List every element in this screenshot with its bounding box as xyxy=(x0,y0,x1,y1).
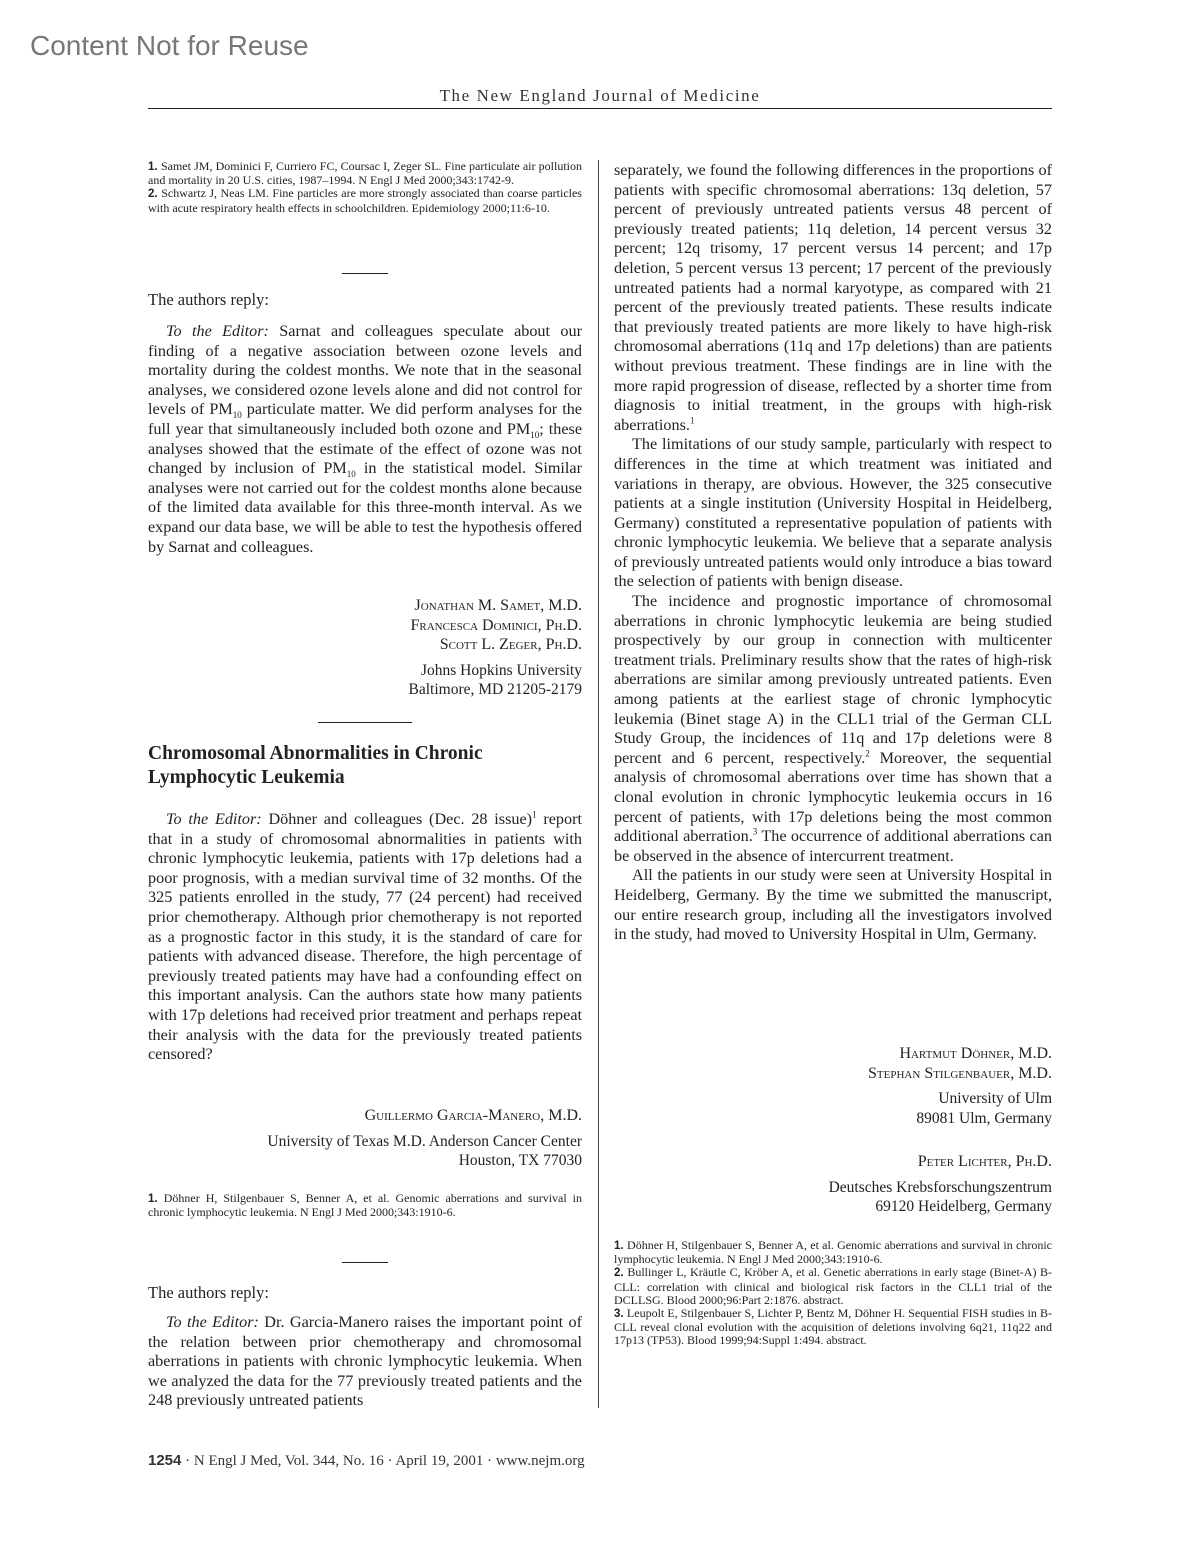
reference-text: Leupolt E, Stilgenbauer S, Lichter P, Bentz M, Döhner H. Sequential FISH studies in B-CLL reveal clonal evolution with the acquisition of deletions involving 6q21, 11q22 and 17p13 (TP53). Blood 1999;94:Suppl 1:494. abstract. xyxy=(614,1306,1052,1348)
affiliation: 89081 Ulm, Germany xyxy=(916,1109,1052,1127)
author-name: Jonathan M. Samet, M.D. xyxy=(414,597,582,614)
separator: · xyxy=(483,1453,496,1469)
reference-number: 1. xyxy=(148,1193,164,1205)
journal-title: The New England Journal of Medicine xyxy=(439,86,761,105)
article-title-line: Lymphocytic Leukemia xyxy=(148,767,345,788)
reference-item xyxy=(148,1192,582,1219)
reply-heading: The authors reply: xyxy=(148,1283,269,1302)
affiliation-line xyxy=(614,1109,1052,1129)
affiliation-line xyxy=(148,1151,582,1171)
reference-text: Schwartz J, Neas LM. Fine particles are more strongly associated than coarse particles with acute respiratory health effects in schoolchildren. Epidemiology 2000;11:6-10. xyxy=(148,186,582,215)
author-name-line xyxy=(614,1152,1052,1172)
affiliation-line xyxy=(148,661,582,681)
text-run: separately, we found the following differences in the proportions of patients with specific chromosomal aberrations: 13q deletion, 57 percent of previously untreated patients versus 48 percent of previously treated patients; 11q deletion, 14 percent versus 32 percent; 12q trisomy, 17 percent versus 14 percent; and 17p deletion, 5 percent versus 13 percent; 17 percent of the previously untreated patients had a normal karyotype, as compared with 21 percent of the previously treated patients. These results indicate that previously treated patients are more likely to have high-risk chromosomal aberrations (11q and 17p deletions) than are patients without previous treatment. These findings are in line with the more rapid progression of disease, reflected by a shorter time from diagnosis to initial treatment, in the groups with high-risk aberrations. xyxy=(614,161,1052,434)
text-run: particulate matter. We did perform analyses for the full year that simultaneously included both ozone and PM xyxy=(148,400,582,438)
author-name-line xyxy=(614,1064,1052,1084)
page-number: 1254 xyxy=(148,1452,182,1469)
author-name-line xyxy=(148,1106,582,1126)
reference-text: Döhner H, Stilgenbauer S, Benner A, et al. Genomic aberrations and survival in chronic lymphocytic leukemia. N Engl J Med 2000;343:1910-6. xyxy=(614,1238,1052,1267)
article-title xyxy=(148,742,582,790)
text-run: ; these analyses showed that the estimate of the effect of ozone was not changed by inclusion of PM xyxy=(148,419,583,478)
author-name: Scott L. Zeger, Ph.D. xyxy=(439,636,582,653)
affiliation: Johns Hopkins University xyxy=(420,661,582,679)
page-footer xyxy=(148,1452,585,1470)
separator: · xyxy=(383,1453,396,1469)
text-run: Moreover, the sequential analysis of chromosomal aberrations over time has shown that a clonal evolution in chronic lymphocytic leukemia occurs in 16 percent of patients, with 17p deletions being the most common additional aberration. xyxy=(614,748,1052,846)
reference-text: Bullinger L, Kräutle C, Kröber A, et al. Genetic aberrations in early stage (Binet-A) B-CLL: correlation with clinical and biological risk factors in the CLL1 trial of the DCLLSG. Blood 2000;96:Part 2:1876. abstract. xyxy=(614,1265,1052,1307)
reply-heading: The authors reply: xyxy=(148,290,269,309)
affiliation-line xyxy=(614,1089,1052,1109)
reference-item xyxy=(148,187,582,214)
reference-item xyxy=(614,1239,1052,1266)
author-name-line xyxy=(148,616,582,636)
author-name: Stephan Stilgenbauer, M.D. xyxy=(868,1064,1052,1082)
letter-paragraph xyxy=(148,810,582,1065)
reference-number: 2. xyxy=(148,188,162,201)
script-text: 10 xyxy=(346,469,356,480)
separator xyxy=(342,273,388,274)
author-name: Peter Lichter, Ph.D. xyxy=(917,1153,1052,1170)
refs-top xyxy=(148,160,582,215)
affiliation-line xyxy=(148,1132,582,1152)
column-divider xyxy=(598,160,599,1408)
reference-item xyxy=(614,1307,1052,1348)
refs-mid xyxy=(148,1192,582,1219)
text-run: in the statistical model. Similar analyses were not carried out for the coldest months alone because of the limited data available for this three-month interval. As we expand our data base, we will be able to test the hypothesis offered by Sarnat and colleagues. xyxy=(148,459,582,556)
separator xyxy=(318,722,412,723)
author-name-line xyxy=(148,635,582,655)
salutation: To the Editor: xyxy=(166,322,269,340)
script-text: 10 xyxy=(530,430,540,441)
affiliation: 69120 Heidelberg, Germany xyxy=(875,1198,1052,1215)
affiliation-line xyxy=(614,1197,1052,1217)
script-text: 1 xyxy=(532,809,537,820)
affiliation-line xyxy=(614,1178,1052,1198)
author-name: Hartmut Döhner, M.D. xyxy=(899,1045,1052,1062)
author-name: Guillermo Garcia-Manero, M.D. xyxy=(364,1107,582,1124)
reference-number: 1. xyxy=(614,1240,628,1252)
reference-number: 3. xyxy=(614,1308,627,1321)
body-paragraph xyxy=(614,592,1052,866)
reference-text: Döhner H, Stilgenbauer S, Benner A, et al. Genomic aberrations and survival in chronic lymphocytic leukemia. N Engl J Med 2000;343:1910-6. xyxy=(148,1191,582,1220)
header-rule xyxy=(148,108,1052,109)
affiliation: University of Ulm xyxy=(938,1090,1052,1107)
text-run: Döhner and colleagues (Dec. 28 issue) xyxy=(261,810,533,828)
author-name-line xyxy=(614,1044,1052,1064)
watermark: Content Not for Reuse xyxy=(30,30,309,61)
signature-dohner xyxy=(614,1044,1052,1128)
salutation: To the Editor: xyxy=(166,1313,259,1331)
reference-item xyxy=(148,160,582,187)
body-paragraph xyxy=(614,161,1052,435)
affiliation: Deutsches Krebsforschungszentrum xyxy=(828,1178,1052,1196)
affiliation: Houston, TX 77030 xyxy=(458,1152,582,1169)
affiliation: University of Texas M.D. Anderson Cancer Center xyxy=(267,1132,582,1150)
author-name: Francesca Dominici, Ph.D. xyxy=(410,616,582,634)
script-text: 2 xyxy=(865,748,870,759)
salutation: To the Editor: xyxy=(166,810,262,828)
citation: N Engl J Med, Vol. 344, No. 16 xyxy=(193,1453,384,1469)
article-title-line: Chromosomal Abnormalities in Chronic xyxy=(148,743,483,764)
reference-number: 1. xyxy=(148,161,161,173)
signature-garcia-manero xyxy=(148,1106,582,1171)
text-run: Dr. Garcia-Manero raises the important point of the relation between prior chemotherapy and chromosomal aberrations in patients with chronic lymphocytic leukemia. When we analyzed the data for the 77 previously treated patients and the 248 previously untreated patients xyxy=(148,1313,582,1410)
website-link[interactable]: www.nejm.org xyxy=(495,1453,585,1469)
reply-body xyxy=(614,161,1052,945)
reference-number: 2. xyxy=(614,1267,628,1280)
script-text: 10 xyxy=(232,410,242,421)
reference-item xyxy=(614,1266,1052,1307)
refs-right xyxy=(614,1239,1052,1348)
text-run: The occurrence of additional aberrations can be observed in the absence of intercurrent treatment. xyxy=(614,827,1052,865)
reference-text: Samet JM, Dominici F, Curriero FC, Coursac I, Zeger SL. Fine particulate air pollution and mortality in 20 U.S. cities, 1987–1994. N Engl J Med 2000;343:1742-9. xyxy=(148,159,582,188)
separator: · xyxy=(181,1453,194,1469)
date: April 19, 2001 xyxy=(395,1453,484,1469)
signature-lichter xyxy=(614,1152,1052,1217)
text-run: The limitations of our study sample, particularly with respect to differences in the time at which treatment was initiated and variations in therapy, are obvious. However, the 325 consecutive patients at a single institution (University Hospital in Heidelberg, Germany) constituted a representative population of patients with chronic lymphocytic leukemia. We believe that a separate analysis of previously untreated patients would only introduce a bias toward the selection of patients with benign disease. xyxy=(614,435,1052,591)
separator xyxy=(342,1262,388,1263)
reply-paragraph xyxy=(148,322,582,557)
reply-paragraph xyxy=(148,1313,582,1411)
body-paragraph xyxy=(614,435,1052,592)
text-run: Sarnat and colleagues speculate about our finding of a negative association between ozone levels and mortality during the coldest months. We note that in the seasonal analyses, we considered ozone levels alone and did not control for levels of PM xyxy=(148,322,582,419)
body-paragraph xyxy=(614,866,1052,944)
author-name-line xyxy=(148,596,582,616)
affiliation: Baltimore, MD 21205-2179 xyxy=(408,681,582,698)
affiliation-line xyxy=(148,680,582,700)
text-run: report that in a study of chromosomal abnormalities in patients with chronic lymphocytic leukemia, patients with 17p deletions had a poor prognosis, with a median survival time of 32 months. Of the 325 patients enrolled in the study, 77 (24 percent) had received prior chemotherapy. Although prior chemotherapy is not reported as a prognostic factor in this study, it is the standard of care for patients with advanced disease. Therefore, the high percentage of previously treated patients may have had a confounding effect on this important analysis. Can the authors state how many patients with 17p deletions had received prior treatment and perhaps repeat their analysis with the data for the previously treated patients censored? xyxy=(148,810,582,1064)
script-text: 1 xyxy=(689,415,695,426)
script-text: 3 xyxy=(752,826,758,837)
text-run: The incidence and prognostic importance of chromosomal aberrations in chronic lymphocytic leukemia are being studied prospectively by our group in connection with multicenter treatment trials. Preliminary results show that the rates of high-risk aberrations are similar among previously untreated patients. Even among patients at the earliest stage of chronic lymphocytic leukemia (Binet stage A) in the CLL1 trial of the German CLL Study Group, the incidences of 11q and 17p deletions were 8 percent and 6 percent, respectively. xyxy=(614,592,1052,767)
text-run: All the patients in our study were seen at University Hospital in Heidelberg, Germany. By the time we submitted the manuscript, our entire research group, including all the investigators involved in the study, had moved to University Hospital in Ulm, Germany. xyxy=(614,866,1052,944)
signature-samet xyxy=(148,596,582,700)
